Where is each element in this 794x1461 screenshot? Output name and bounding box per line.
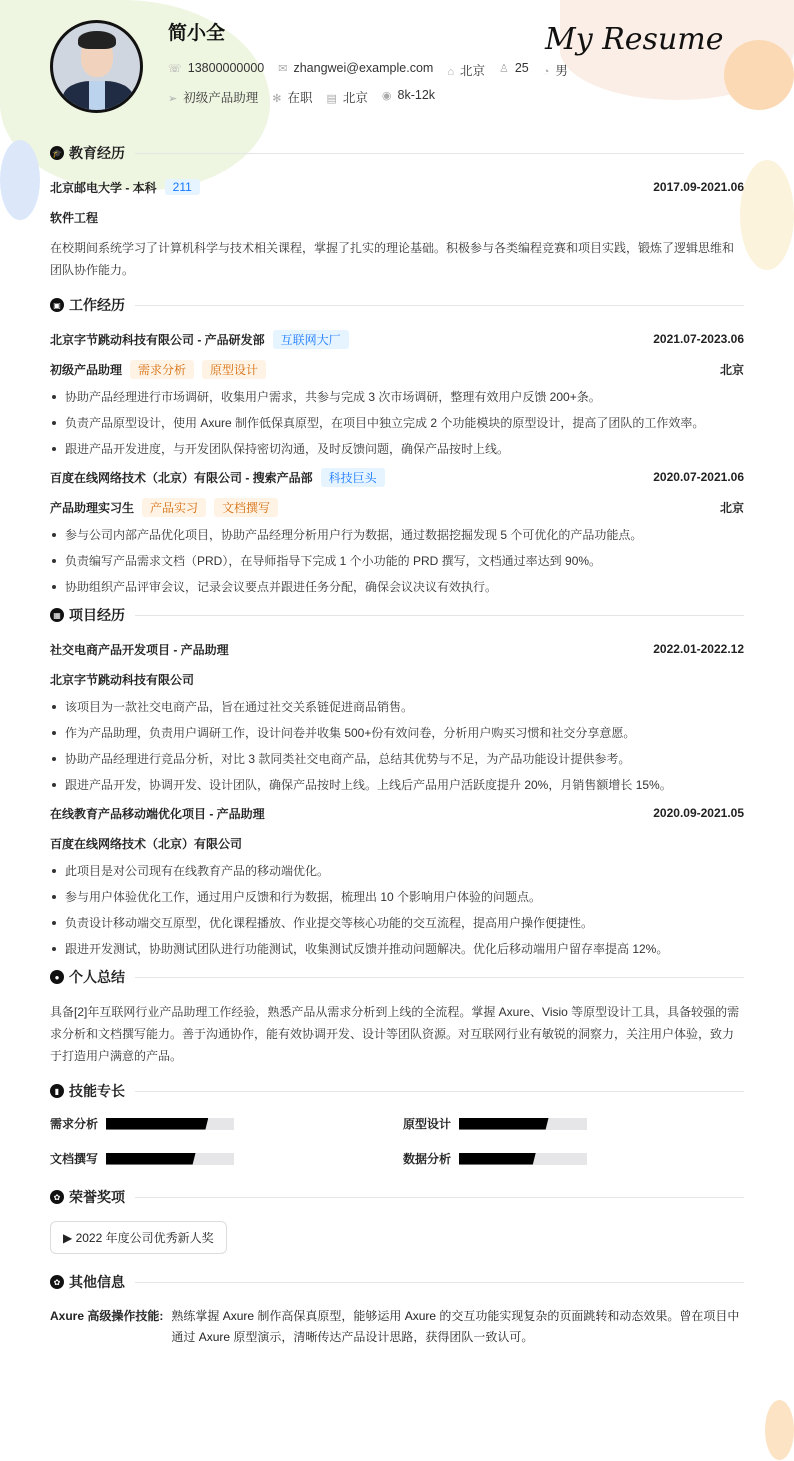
list-item: 参与用户体验优化工作，通过用户反馈和行为数据，梳理出 10 个影响用户体验的问题点。 — [50, 889, 744, 905]
work-header — [50, 329, 744, 349]
project-item — [50, 639, 744, 793]
period: 2020.07-2021.06 — [653, 470, 744, 484]
section-title: 技能专长 — [69, 1083, 125, 1099]
work-role-row — [50, 359, 744, 379]
project-company-row — [50, 833, 744, 853]
work-left — [50, 468, 385, 487]
project-name: 社交电商产品开发项目 - 产品助理 — [50, 642, 229, 657]
list-item: 跟进产品开发，协调开发、设计团队，确保产品按时上线。上线后产品用户活跃度提升 20%，月销售额增长 15%。 — [50, 777, 744, 793]
projects-section — [50, 605, 744, 957]
skill-bar-fill — [106, 1118, 208, 1130]
skill-name: 数据分析 — [403, 1152, 452, 1166]
section-title: 个人总结 — [69, 969, 125, 985]
age-icon: ♙ — [498, 63, 509, 75]
city: 北京 — [459, 64, 485, 78]
info-icon: ✿ — [50, 1275, 64, 1289]
work-section — [50, 295, 744, 595]
skill-tag: 产品实习 — [142, 498, 206, 517]
project-header — [50, 639, 744, 659]
bullet-list — [50, 699, 744, 793]
status-icon: ✻ — [272, 93, 282, 105]
list-item: 协助产品经理进行市场调研，收集用户需求，共参与完成 3 次市场调研，整理有效用户反馈 200+条。 — [50, 389, 744, 405]
salary-icon: ◉ — [381, 90, 392, 102]
period: 2022.01-2022.12 — [653, 642, 744, 656]
contact-row — [168, 61, 568, 79]
age: 25 — [514, 61, 529, 75]
project-company: 北京字节跳动科技有限公司 — [50, 672, 195, 687]
city: 北京 — [719, 500, 744, 515]
period: 2017.09-2021.06 — [653, 180, 744, 194]
awards-section — [50, 1187, 744, 1272]
summary-text: 具备[2]年互联网行业产品助理工作经验，熟悉产品从需求分析到上线的全流程。掌握 Axure、Visio 等原型设计工具，具备较强的需求分析和文档撰写能力。善于沟通协作，能有效协调开发、设计等团队资源。对互联网行业有敏锐的洞察力，关注用户体验，致力于打造用户满意的产品。 — [50, 1005, 740, 1063]
company-tag: 互联网大厂 — [273, 330, 349, 349]
section-title: 项目经历 — [69, 607, 125, 623]
company-tag: 科技巨头 — [321, 468, 385, 487]
project-company: 百度在线网络技术（北京）有限公司 — [50, 836, 243, 851]
resume-script-title: My Resume — [545, 22, 724, 57]
phone-icon: ☏ — [168, 63, 182, 75]
section-title: 荣誉奖项 — [69, 1189, 125, 1205]
list-item: 跟进产品开发进度，与开发团队保持密切沟通，及时反馈问题，确保产品按时上线。 — [50, 441, 744, 457]
section-title: 教育经历 — [69, 145, 125, 161]
skill-bar-fill — [459, 1118, 549, 1130]
list-item: 负责产品原型设计，使用 Axure 制作低保真原型，在项目中独立完成 2 个功能模块的原型设计，提高了团队的工作效率。 — [50, 415, 744, 431]
work-item — [50, 329, 744, 457]
other-value: 熟练掌握 Axure 制作高保真原型，能够运用 Axure 的交互功能实现复杂的页面跳转和动态效果。曾在项目中通过 Axure 原型演示，清晰传达产品设计思路，获得团队一致认可。 — [171, 1309, 740, 1344]
gender: 男 — [555, 64, 568, 78]
skill-name: 原型设计 — [403, 1117, 452, 1131]
skill-bar — [106, 1118, 234, 1130]
graduation-cap-icon: 🎓 — [50, 146, 64, 160]
major: 软件工程 — [50, 210, 99, 225]
award-item: ▶ 2022 年度公司优秀新人奖 — [50, 1221, 227, 1254]
skill-tag: 原型设计 — [202, 360, 266, 379]
project-header — [50, 803, 744, 823]
list-item: 参与公司内部产品优化项目，协助产品经理分析用户行为数据，通过数据挖掘发现 5 个可优化的产品功能点。 — [50, 527, 744, 543]
education-section — [50, 143, 744, 281]
list-item: 负责设计移动端交互原型，优化课程播放、作业提交等核心功能的交互流程，提高用户操作便捷性。 — [50, 915, 744, 931]
send-icon: ➢ — [168, 93, 178, 105]
home-icon: ⌂ — [447, 66, 454, 78]
company: 百度在线网络技术（北京）有限公司 - 搜索产品部 — [50, 470, 313, 485]
project-company-row — [50, 669, 744, 689]
phone: 13800000000 — [187, 61, 265, 75]
work-left — [50, 330, 349, 349]
section-title: 工作经历 — [69, 297, 125, 313]
skill-name: 需求分析 — [50, 1117, 99, 1131]
award-label: 2022 年度公司优秀新人奖 — [75, 1231, 214, 1245]
bullet-list — [50, 863, 744, 957]
user-icon: ● — [50, 970, 64, 984]
mail-icon: ✉ — [278, 63, 288, 75]
school: 北京邮电大学 - 本科 — [50, 180, 157, 195]
work-header — [50, 467, 744, 487]
position: 初级产品助理 — [183, 91, 259, 105]
city: 北京 — [719, 362, 744, 377]
status: 在职 — [287, 91, 313, 105]
job-intent-row — [168, 88, 435, 106]
list-item: 协助产品经理进行竞品分析，对比 3 款同类社交电商产品，总结其优势与不足，为产品功能设计提供参考。 — [50, 751, 744, 767]
decor-flower-bottom — [765, 1400, 794, 1460]
company: 北京字节跳动科技有限公司 - 产品研发部 — [50, 332, 265, 347]
resume-header — [0, 0, 794, 130]
skill-item — [403, 1150, 703, 1167]
candidate-name: 简小全 — [168, 23, 226, 44]
skill-name: 文档撰写 — [50, 1152, 99, 1166]
chart-icon: ▮ — [50, 1084, 64, 1098]
skill-bar-fill — [106, 1153, 196, 1165]
role-left — [50, 498, 278, 517]
award-icon: ✿ — [50, 1190, 64, 1204]
bullet-list — [50, 389, 744, 457]
avatar — [50, 20, 143, 113]
other-key: Axure 高级操作技能: — [50, 1309, 164, 1323]
skill-bar-fill — [459, 1153, 536, 1165]
building-icon: ▤ — [326, 93, 337, 105]
role: 初级产品助理 — [50, 362, 123, 377]
email: zhangwei@example.com — [293, 61, 434, 75]
skill-bar — [459, 1118, 587, 1130]
school-tag: 211 — [165, 179, 200, 195]
work-item — [50, 467, 744, 595]
section-title: 其他信息 — [69, 1274, 125, 1290]
role-left — [50, 360, 266, 379]
education-desc: 在校期间系统学习了计算机科学与技术相关课程，掌握了扎实的理论基础。积极参与各类编程竞赛和项目实践，锻炼了逻辑思维和团队协作能力。 — [50, 241, 735, 277]
list-item: 协助组织产品评审会议，记录会议要点并跟进任务分配，确保会议决议有效执行。 — [50, 579, 744, 595]
list-item: 作为产品助理，负责用户调研工作，设计问卷并收集 500+份有效问卷，分析用户购买习惯和社交分享意愿。 — [50, 725, 744, 741]
skill-bar — [106, 1153, 234, 1165]
project-item — [50, 803, 744, 957]
skill-bar — [459, 1153, 587, 1165]
skills-section — [50, 1081, 744, 1167]
work-role-row — [50, 497, 744, 517]
other-section — [50, 1272, 744, 1348]
target-city: 北京 — [342, 91, 368, 105]
briefcase-icon: ▣ — [50, 298, 64, 312]
bullet-list — [50, 527, 744, 595]
list-item: 负责编写产品需求文档（PRD），在导师指导下完成 1 个小功能的 PRD 撰写，文档通过率达到 90%。 — [50, 553, 744, 569]
period: 2021.07-2023.06 — [653, 332, 744, 346]
period: 2020.09-2021.05 — [653, 806, 744, 820]
skill-tag: 需求分析 — [130, 360, 194, 379]
skill-item — [403, 1115, 703, 1132]
grid-icon: ▦ — [50, 608, 64, 622]
skill-item — [50, 1115, 403, 1132]
salary: 8k-12k — [397, 88, 436, 102]
gender-icon: ◔ — [542, 66, 550, 78]
list-item: 此项目是对公司现有在线教育产品的移动端优化。 — [50, 863, 744, 879]
list-item: 跟进开发测试，协助测试团队进行功能测试，收集测试反馈并推动问题解决。优化后移动端用户留存率提高 12%。 — [50, 941, 744, 957]
role: 产品助理实习生 — [50, 500, 135, 515]
skill-tag: 文档撰写 — [214, 498, 278, 517]
skill-item — [50, 1150, 403, 1167]
project-name: 在线教育产品移动端优化项目 - 产品助理 — [50, 806, 265, 821]
summary-section — [50, 967, 744, 1067]
list-item: 该项目为一款社交电商产品，旨在通过社交关系链促进商品销售。 — [50, 699, 744, 715]
